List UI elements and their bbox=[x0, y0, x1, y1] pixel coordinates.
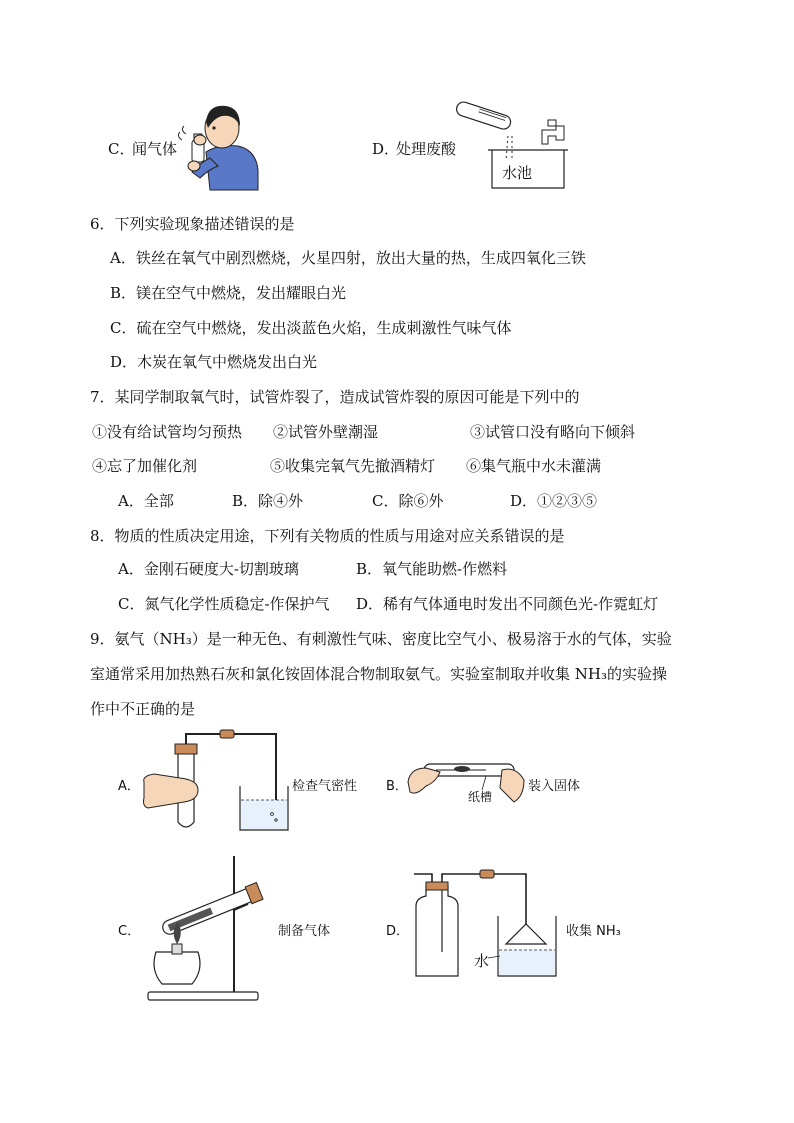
fig-d-letter: D． bbox=[386, 924, 410, 939]
q7-reason-2: ②试管外壁潮湿 bbox=[273, 423, 379, 441]
q6-option-a: A．铁丝在氧气中剧烈燃烧，火星四射，放出大量的热，生成四氧化三铁 bbox=[110, 249, 586, 267]
fig-c-label: 制备气体 bbox=[278, 924, 331, 939]
q7-reason-4: ④忘了加催化剂 bbox=[92, 457, 198, 475]
q6-stem: 6．下列实验现象描述错误的是 bbox=[90, 215, 295, 233]
loading-solid-figure bbox=[406, 752, 526, 812]
option-c-label: 闻气体 bbox=[132, 140, 178, 158]
option-c-letter: C． bbox=[108, 140, 135, 158]
q8-option-a: A．金刚石硬度大-切割玻璃 bbox=[118, 560, 299, 578]
q8-option-c: C．氮气化学性质稳定-作保护气 bbox=[118, 595, 330, 613]
sink-text: 水池 bbox=[502, 164, 533, 182]
q7-option-c: C．除⑥外 bbox=[372, 492, 444, 510]
q6-option-d: D．木炭在氧气中燃烧发出白光 bbox=[110, 353, 318, 371]
q7-option-a: A．全部 bbox=[118, 492, 174, 510]
fig-b-paper-label: 纸槽 bbox=[468, 790, 493, 804]
q7-reason-5: ⑤收集完氧气先撤酒精灯 bbox=[270, 457, 436, 475]
q7-reason-1: ①没有给试管均匀预热 bbox=[92, 423, 243, 441]
fig-a-label: 检查气密性 bbox=[292, 779, 358, 794]
q7-stem: 7．某同学制取氧气时，试管炸裂了，造成试管炸裂的原因可能是下列中的 bbox=[90, 388, 580, 406]
q7-option-d: D．①②③⑤ bbox=[510, 492, 598, 510]
q9-stem-line2: 室通常采用加热熟石灰和氯化铵固体混合物制取氨气。实验室制取并收集 NH₃的实验操 bbox=[90, 665, 667, 683]
q9-stem-line1: 9．氨气（NH₃）是一种无色、有刺激性气味、密度比空气小、极易溶于水的气体，实验 bbox=[90, 630, 672, 648]
fig-b-label: 装入固体 bbox=[528, 779, 581, 794]
q8-option-b: B．氧气能助燃-作燃料 bbox=[356, 560, 508, 578]
fig-d-water-label: 水 bbox=[474, 952, 490, 970]
prepare-gas-figure bbox=[140, 852, 270, 1002]
fig-d-label: 收集 NH₃ bbox=[566, 924, 621, 939]
airtightness-check-figure bbox=[140, 726, 290, 836]
q7-reason-3: ③试管口没有略向下倾斜 bbox=[470, 423, 636, 441]
smelling-gas-figure bbox=[178, 100, 264, 192]
q8-option-d: D．稀有气体通电时发出不同颜色光-作霓虹灯 bbox=[356, 595, 659, 613]
fig-b-letter: B． bbox=[386, 779, 408, 794]
fig-c-letter: C． bbox=[118, 924, 141, 939]
q6-option-b: B．镁在空气中燃烧，发出耀眼白光 bbox=[110, 284, 347, 302]
q9-stem-line3: 作中不正确的是 bbox=[90, 700, 196, 718]
q6-option-c: C．硫在空气中燃烧，发出淡蓝色火焰，生成刺激性气味气体 bbox=[110, 319, 512, 337]
option-d-label: 处理废酸 bbox=[396, 140, 457, 158]
option-d-letter: D． bbox=[372, 140, 400, 158]
q7-reason-6: ⑥集气瓶中水未灌满 bbox=[466, 457, 602, 475]
fig-a-letter: A． bbox=[118, 779, 140, 794]
q7-option-b: B．除④外 bbox=[232, 492, 304, 510]
q8-stem: 8．物质的性质决定用途，下列有关物质的性质与用途对应关系错误的是 bbox=[90, 527, 565, 545]
